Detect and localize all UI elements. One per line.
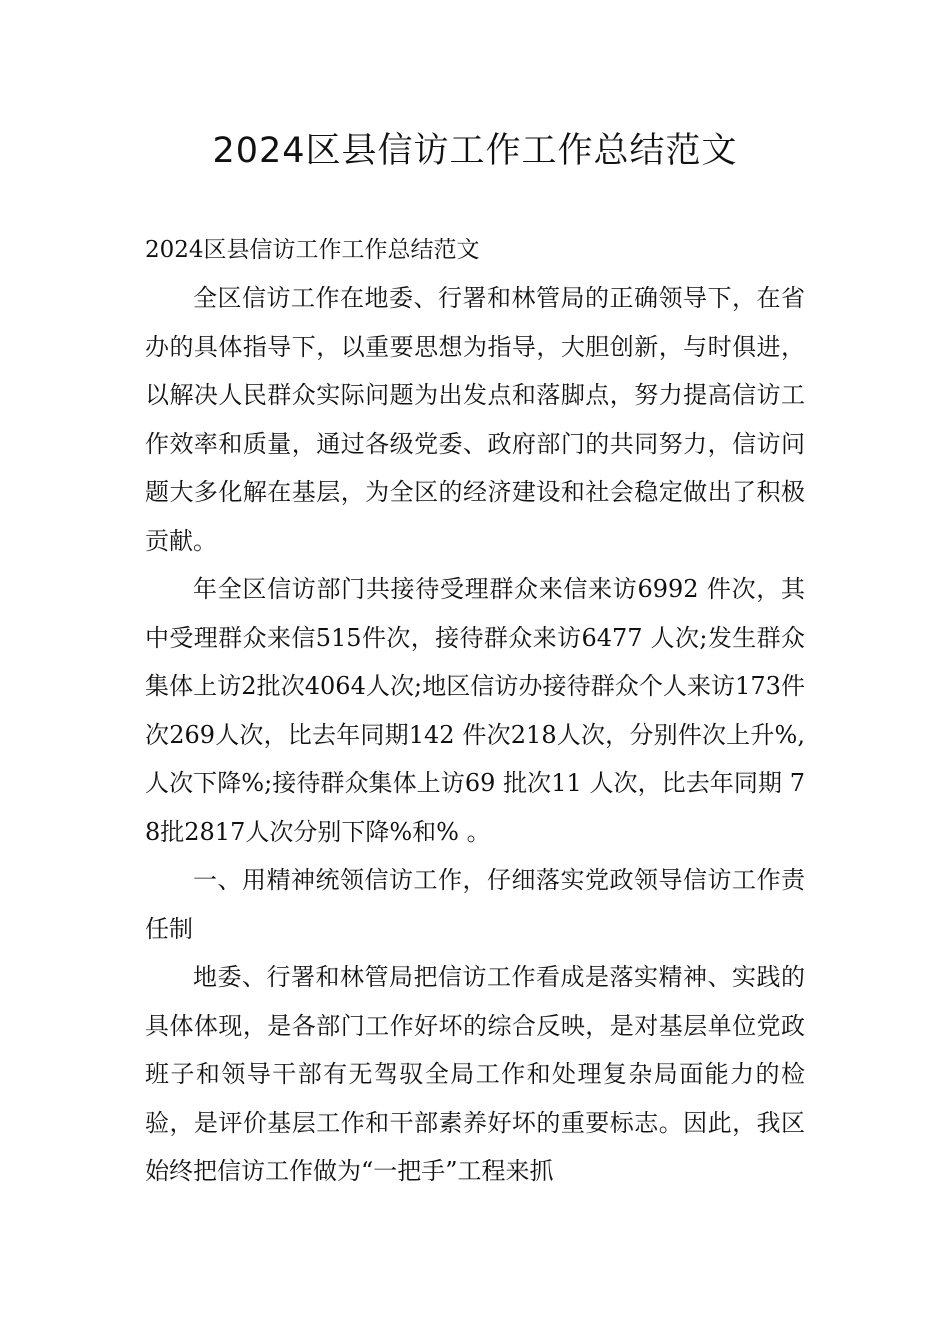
paragraph-intro: 全区信访工作在地委、行署和林管局的正确领导下，在省办的具体指导下，以重要思想为指导，大胆创新，与时俱进，以解决人民群众实际问题为出发点和落脚点，努力提高信访工作效率和质量，通过各级党委、政府部门的共同努力，信访问题大多化解在基层，为全区的经济建设和社会稳定做出了积极贡献。 (145, 284, 805, 555)
paragraph-section-1: 地委、行署和林管局把信访工作看成是落实精神、实践的具体体现，是各部门工作好坏的综合反映，是对基层单位党政班子和领导干部有无驾驭全局工作和处理复杂局面能力的检验，是评价基层工作和干部素养好坏的重要标志。因此，我区始终把信访工作做为“一把手”工程来抓 (145, 963, 805, 1185)
section-heading-1: 一、用精神统领信访工作，仔细落实党政领导信访工作责任制 (145, 866, 805, 943)
document-title: 2024区县信访工作工作总结范文 (212, 131, 738, 171)
document-body (145, 226, 805, 1196)
paragraph-statistics: 年全区信访部门共接待受理群众来信来访6992 件次，其中受理群众来信515件次，接待群众来访6477 人次;发生群众集体上访2批次4064人次;地区信访办接待群众个人来访173件次269人次，比去年同期142 件次218人次，分别件次上升%,人次下降%;接待群众集体上访69 批次11 人次，比去年同期 78批2817人次分别下降%和% 。 (145, 575, 805, 846)
document-subtitle: 2024区县信访工作工作总结范文 (145, 237, 480, 263)
